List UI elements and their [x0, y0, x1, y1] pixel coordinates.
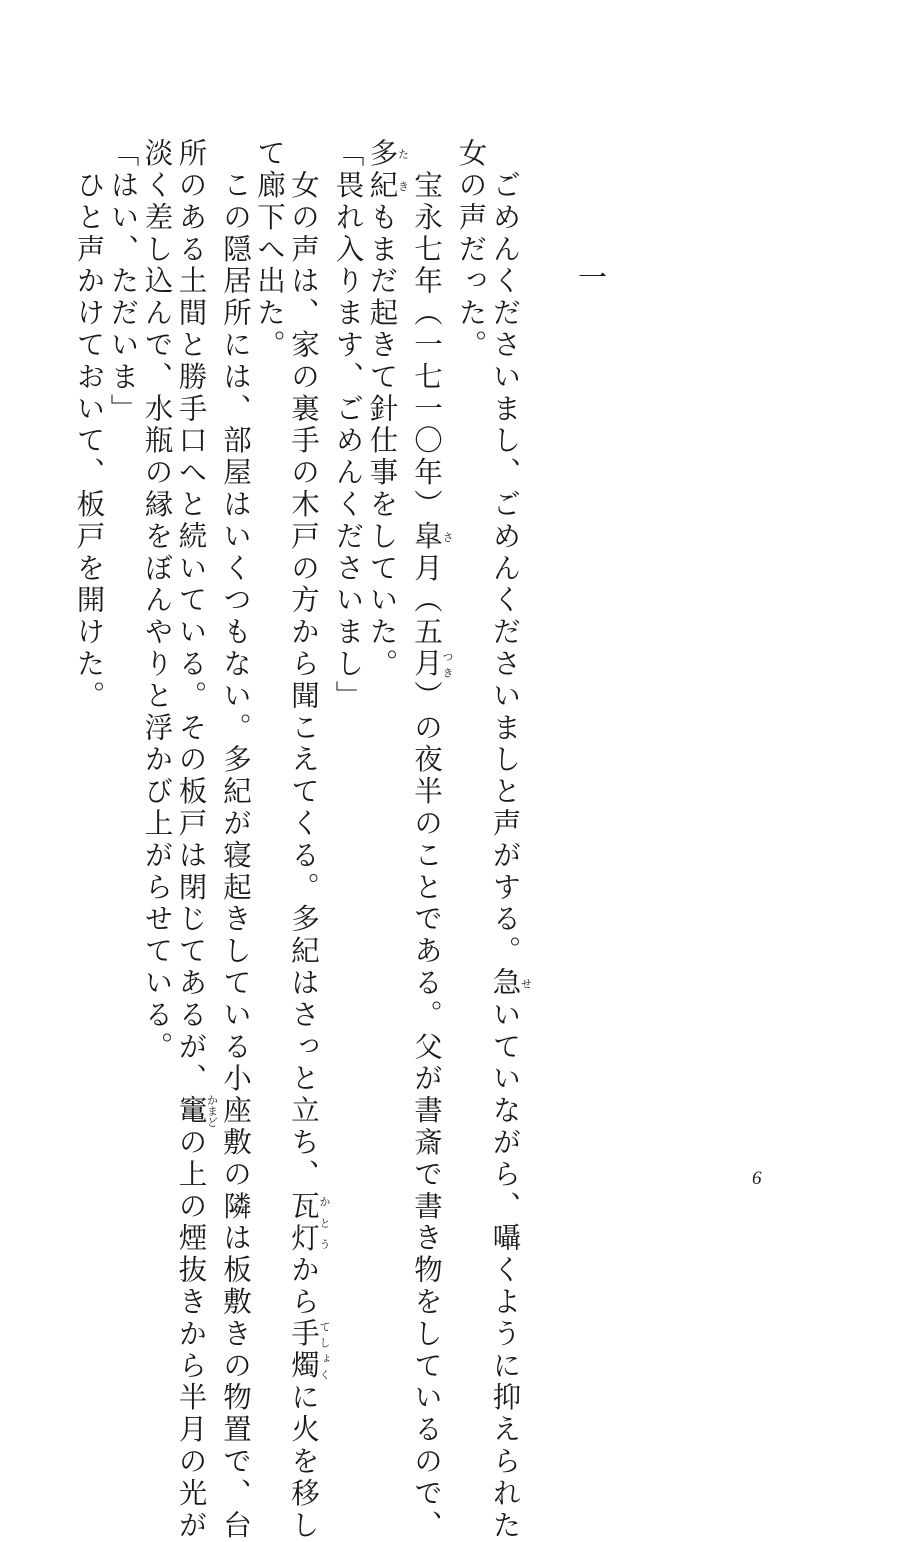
ruby-taki: たき: [396, 138, 410, 202]
ruby-katou-base: 瓦灯かとう: [287, 1190, 331, 1255]
ruby-se-base: 急せ: [488, 967, 533, 1000]
ruby-katou: かとう: [318, 1190, 331, 1255]
ruby-kamado-base: 竃かまど: [174, 1094, 219, 1128]
text-line-12: ひと声かけておいて、板戸を開けた。: [72, 138, 106, 713]
ruby-tsuki-base: 月つき: [410, 648, 454, 681]
ruby-se: せ: [519, 967, 533, 1000]
text-line-2: 女の声だった。: [454, 138, 488, 362]
ruby-sa-base: 皐さ: [410, 520, 454, 553]
text-line-5: 「畏れ入ります、ごめんくださいまし」: [331, 138, 365, 713]
text-line-8: この隠居所には、部屋はいくつもない。多紀が寝起きしている小座敷の隣は板敷きの物置で、台: [219, 138, 252, 1542]
ruby-teshoku-base: 手燭てしょく: [287, 1318, 331, 1383]
ruby-kamado: かまど: [205, 1094, 219, 1128]
text-line-4: 多紀たきもまだ起きて針仕事をしていた。: [365, 138, 410, 681]
text-line-3: 宝永七年（一七一〇年）皐さ月（五月つき）の夜半のことである。父が書斎で書き物をしているので、: [410, 138, 454, 1542]
text-line-7: て廊下へ出た。: [253, 138, 286, 362]
text-line-10: 淡く差し込んで、水瓶の縁をぼんやりと浮かび上がらせている。: [140, 138, 174, 1064]
page-number: 6: [752, 1168, 762, 1189]
chapter-number: 一: [574, 262, 608, 291]
ruby-sa: さ: [441, 520, 454, 553]
ruby-tsuki: つき: [441, 648, 454, 681]
text-line-6: 女の声は、家の裏手の木戸の方から聞こえてくる。多紀はさっと立ち、瓦灯かとうから手燭てしょくに火を移し: [287, 138, 331, 1542]
text-line-9: 所のある土間と勝手口へと続いている。その板戸は閉じてあるが、竃かまどの上の煙抜きから半月の光が: [174, 138, 219, 1542]
ruby-teshoku: てしょく: [318, 1318, 331, 1383]
ruby-taki-base: 多紀たき: [365, 138, 410, 202]
text-line-11: 「はい、ただいま」: [106, 138, 140, 426]
text-line-1: ごめんくださいまし、ごめんくださいましと声がする。急せいていながら、囁くように抑えられた: [488, 138, 533, 1542]
body-text: [72, 138, 533, 1542]
